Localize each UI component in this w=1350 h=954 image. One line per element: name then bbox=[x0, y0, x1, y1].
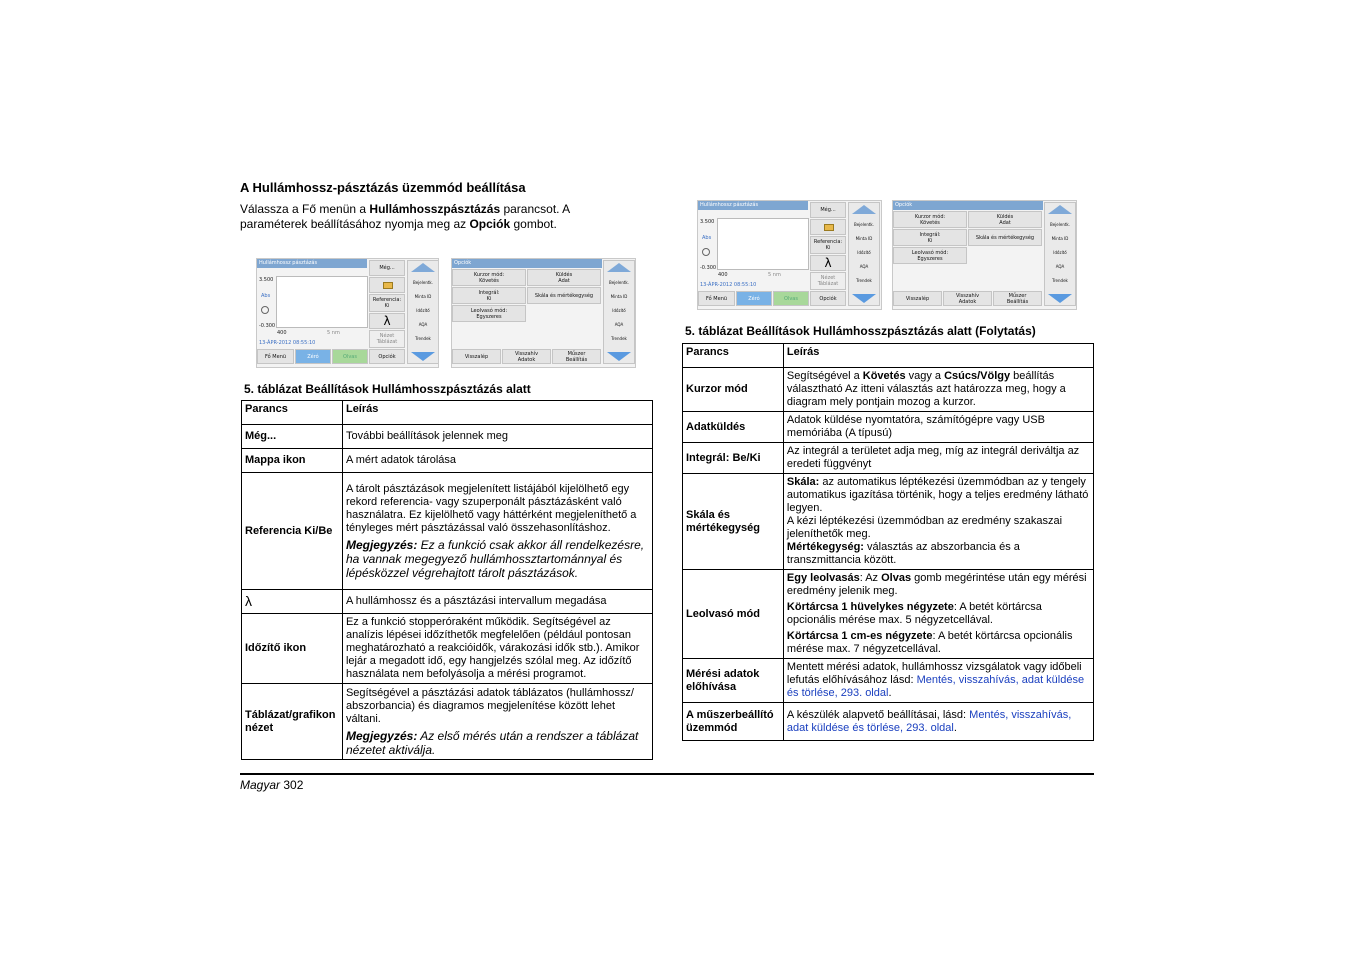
options-screen-right bbox=[892, 200, 1077, 310]
scroll-down-icon[interactable] bbox=[411, 352, 435, 361]
intro-paragraph: Válassza a Fő menün a Hullámhosszpásztázás parancsot. A paraméterek beállításához nyomja meg az Opciók gombot. bbox=[240, 202, 570, 231]
trends-button[interactable]: Trendek bbox=[1052, 278, 1068, 283]
table-row: Adatküldés Adatok küldése nyomtatóra, számítógépre vagy USB memóriába (A típusú) bbox=[683, 412, 1094, 443]
lambda-button[interactable] bbox=[810, 255, 846, 271]
table-header: Parancs bbox=[242, 401, 343, 425]
scroll-up-icon[interactable] bbox=[852, 205, 876, 214]
side-panel bbox=[603, 260, 635, 364]
log-button[interactable]: Bejelentk. bbox=[608, 280, 630, 285]
options-title-bar: Opciók bbox=[452, 259, 602, 268]
x-unit-label: 5 nm bbox=[327, 330, 340, 336]
abs-label: Abs bbox=[261, 293, 271, 299]
table2-caption: 5. táblázat Beállítások Hullámhosszpásztázás alatt (Folytatás) bbox=[685, 324, 1036, 338]
cross-reference-link[interactable]: Mentés, visszahívás, adat küldése és törlése, 293. oldal bbox=[786, 674, 1085, 699]
table-row: Táblázat/grafikon nézet Segítségével a pásztázási adatok táblázatos (hullámhossz/ abszorbancia) és diagramos megjelenítése között lehet váltani. Megjegyzés: Az első mérés után a rendszer a táblázat nézetet aktiválja. bbox=[242, 684, 653, 760]
table-row: Mérési adatok előhívása Mentett mérési adatok, hullámhossz vizsgálatok vagy időbeli lefutás előhívásához lásd: Mentés, visszahívás, adat küldése és törlése, 293. oldal. bbox=[683, 659, 1094, 703]
sample-id-button[interactable]: Minta ID bbox=[414, 294, 432, 299]
x-unit-label: 5 nm bbox=[768, 272, 781, 278]
screen-title-bar: Hullámhossz pásztázás bbox=[257, 259, 367, 268]
settings-table-1 bbox=[241, 400, 653, 760]
side-panel bbox=[848, 202, 880, 306]
lambda-icon: λ bbox=[383, 314, 391, 328]
zoom-icon[interactable] bbox=[702, 248, 710, 256]
lambda-button[interactable] bbox=[369, 313, 405, 329]
screen-title-bar: Hullámhossz pásztázás bbox=[698, 201, 808, 210]
sample-id-button[interactable]: Minta ID bbox=[855, 236, 873, 241]
table-row: Referencia Ki/Be A tárolt pásztázások megjelenített listájából kijelölhető egy rekord referencia- vagy szuperponált pásztázásként való használatra. Ez kijelölhető vagy háttérként megjeleníthető a tényleges mért pásztázással való összehasonlításhoz. Megjegyzés: Ez a funkció csak akkor áll rendelkezésre, ha vannak megegyező hullámhossztartománnyal és lépésközzel végrehajtott tárolt pásztázások. bbox=[242, 473, 653, 590]
scroll-up-icon[interactable] bbox=[411, 263, 435, 272]
scroll-down-icon[interactable] bbox=[852, 294, 876, 303]
zero-button[interactable]: Zéró bbox=[736, 291, 772, 306]
abs-label: Abs bbox=[702, 235, 712, 241]
table-view-button[interactable]: Nézet Táblázat bbox=[810, 272, 846, 290]
section-title: A Hullámhossz-pásztázás üzemmód beállítása bbox=[240, 180, 526, 195]
read-button[interactable]: Olvas bbox=[332, 349, 368, 364]
instrument-setup-button[interactable]: Műszer Beállítás bbox=[993, 291, 1042, 306]
table-row: A műszerbeállító üzemmód A készülék alapvető beállításai, lásd: Mentés, visszahívás, adat küldése és törlése, 293. oldal. bbox=[683, 703, 1094, 741]
folder-button[interactable] bbox=[369, 277, 405, 293]
cursor-mode-button[interactable]: Kurzor mód: Követés bbox=[452, 269, 526, 286]
scan-plot-area bbox=[717, 218, 809, 270]
log-button[interactable]: Bejelentk. bbox=[853, 222, 875, 227]
main-menu-button[interactable]: Fő Menü bbox=[698, 291, 735, 306]
trends-button[interactable]: Trendek bbox=[856, 278, 872, 283]
timer-button[interactable]: Időzítő bbox=[612, 308, 626, 313]
trends-button[interactable]: Trendek bbox=[611, 336, 627, 341]
side-panel bbox=[407, 260, 439, 364]
recall-data-button[interactable]: Visszahív Adatok bbox=[502, 349, 551, 364]
y-max-label: 3.500 bbox=[700, 219, 715, 225]
timer-button[interactable]: Időzítő bbox=[416, 308, 430, 313]
recall-data-button[interactable]: Visszahív Adatok bbox=[943, 291, 992, 306]
y-min-label: -0.300 bbox=[259, 323, 276, 329]
table-row: λ A hullámhossz és a pásztázási intervallum megadása bbox=[242, 590, 653, 614]
table-row: Integrál: Be/Ki Az integrál a területet adja meg, míg az integrál deriváltja az eredeti függvényt bbox=[683, 443, 1094, 474]
scroll-up-icon[interactable] bbox=[1048, 205, 1072, 214]
aqa-button[interactable]: AQA bbox=[418, 322, 428, 327]
lambda-icon: λ bbox=[824, 256, 832, 270]
integral-button[interactable]: Integrál: Ki bbox=[452, 287, 526, 304]
reference-button[interactable]: Referencia: Ki bbox=[810, 236, 846, 254]
table-header: Leírás bbox=[342, 401, 652, 425]
scroll-up-icon[interactable] bbox=[607, 263, 631, 272]
more-button[interactable]: Még... bbox=[810, 202, 846, 218]
log-button[interactable]: Bejelentk. bbox=[412, 280, 434, 285]
timer-button[interactable]: Időzítő bbox=[1053, 250, 1067, 255]
settings-table-2 bbox=[682, 343, 1094, 741]
options-button[interactable]: Opciók bbox=[810, 291, 846, 306]
aqa-button[interactable]: AQA bbox=[614, 322, 624, 327]
table-header: Leírás bbox=[783, 344, 1093, 368]
table-row: Időzítő ikon Ez a funkció stopperóraként működik. Segítségével az analízis lépései időzíthetők megfelelően (például pontosan meghatározható a reakcióidők, várakozási idők stb.). Amikor lejár a megadott idő, egy hangjelzés szólal meg. Az időzítő használata nem befolyásolja a mérési programot. bbox=[242, 614, 653, 684]
send-data-button[interactable]: Küldés Adat bbox=[527, 269, 601, 286]
scan-screen-left bbox=[256, 258, 439, 368]
table-row: Leolvasó mód Egy leolvasás: Az Olvas gomb megérintése után egy mérési eredmény jelenik meg. Körtárcsa 1 hüvelykes négyzete: A betét körtárcsa opcionális mérése max. 5 négyzetcellával. Körtárcsa 1 cm-es négyzete: A betét körtárcsa opcionális mérése max. 7 négyzetcellával. bbox=[683, 570, 1094, 659]
aqa-button[interactable]: AQA bbox=[859, 264, 869, 269]
sample-id-button[interactable]: Minta ID bbox=[1051, 236, 1069, 241]
folder-icon bbox=[824, 224, 834, 231]
cross-reference-link[interactable]: Mentés, visszahívás, adat küldése és törlése, 293. oldal bbox=[786, 708, 1072, 734]
options-title-bar: Opciók bbox=[893, 201, 1043, 210]
side-panel bbox=[1044, 202, 1076, 306]
scan-screen-right bbox=[697, 200, 882, 310]
table-row: Skála és mértékegység Skála: az automatikus léptékezési üzemmódban az y tengely automatikus igazítása történik, hogy a teljes eredmény látható legyen. A kézi léptékezési üzemmódban az eredmény szakaszai jeleníthetők meg. Mértékegység: választás az abszorbancia és a transzmittancia között. bbox=[683, 474, 1094, 570]
table-view-button[interactable]: Nézet Táblázat bbox=[369, 330, 405, 348]
timestamp: 13-ÁPR-2012 08:55:10 bbox=[700, 282, 757, 288]
timer-button[interactable]: Időzítő bbox=[857, 250, 871, 255]
back-button[interactable]: Visszalép bbox=[452, 349, 501, 364]
zoom-icon[interactable] bbox=[261, 306, 269, 314]
sample-id-button[interactable]: Minta ID bbox=[610, 294, 628, 299]
timestamp: 13-ÁPR-2012 08:55:10 bbox=[259, 340, 316, 346]
scale-units-button[interactable]: Skála és mértékegység bbox=[527, 287, 601, 304]
read-button[interactable]: Olvas bbox=[773, 291, 809, 306]
read-mode-button[interactable]: Leolvasó mód: Egyszeres bbox=[893, 247, 967, 264]
y-min-label: -0.300 bbox=[700, 265, 717, 271]
log-button[interactable]: Bejelentk. bbox=[1049, 222, 1071, 227]
table-row: Kurzor mód Segítségével a Követés vagy a Csúcs/Völgy beállítás választható Az itteni választás azt határozza meg, hogy a diagram mely pontjain mozog a kurzor. bbox=[683, 368, 1094, 412]
cursor-mode-button[interactable]: Kurzor mód: Követés bbox=[893, 211, 967, 228]
folder-button[interactable] bbox=[810, 219, 846, 235]
table1-caption: 5. táblázat Beállítások Hullámhosszpásztázás alatt bbox=[244, 382, 531, 396]
folder-icon bbox=[383, 282, 393, 289]
table-header: Parancs bbox=[683, 344, 784, 368]
options-button[interactable]: Opciók bbox=[369, 349, 405, 364]
read-mode-button[interactable]: Leolvasó mód: Egyszeres bbox=[452, 305, 526, 322]
page-footer: Magyar 302 bbox=[240, 778, 304, 792]
send-data-button[interactable]: Küldés Adat bbox=[968, 211, 1042, 228]
footer-rule bbox=[240, 773, 1094, 775]
main-menu-button[interactable]: Fő Menü bbox=[257, 349, 294, 364]
x-start-label: 400 bbox=[277, 330, 287, 336]
scroll-down-icon[interactable] bbox=[1048, 294, 1072, 303]
table-row: Mappa ikon A mért adatok tárolása bbox=[242, 449, 653, 473]
zero-button[interactable]: Zéró bbox=[295, 349, 331, 364]
trends-button[interactable]: Trendek bbox=[415, 336, 431, 341]
table-row: Még... További beállítások jelennek meg bbox=[242, 425, 653, 449]
scroll-down-icon[interactable] bbox=[607, 352, 631, 361]
aqa-button[interactable]: AQA bbox=[1055, 264, 1065, 269]
more-button[interactable]: Még... bbox=[369, 260, 405, 276]
instrument-setup-button[interactable]: Műszer Beállítás bbox=[552, 349, 601, 364]
y-max-label: 3.500 bbox=[259, 277, 274, 283]
x-start-label: 400 bbox=[718, 272, 728, 278]
integral-button[interactable]: Integrál: Ki bbox=[893, 229, 967, 246]
lambda-icon: λ bbox=[242, 590, 343, 614]
back-button[interactable]: Visszalép bbox=[893, 291, 942, 306]
scan-plot-area bbox=[276, 276, 368, 328]
options-screen-left bbox=[451, 258, 636, 368]
reference-button[interactable]: Referencia: Ki bbox=[369, 294, 405, 312]
scale-units-button[interactable]: Skála és mértékegység bbox=[968, 229, 1042, 246]
